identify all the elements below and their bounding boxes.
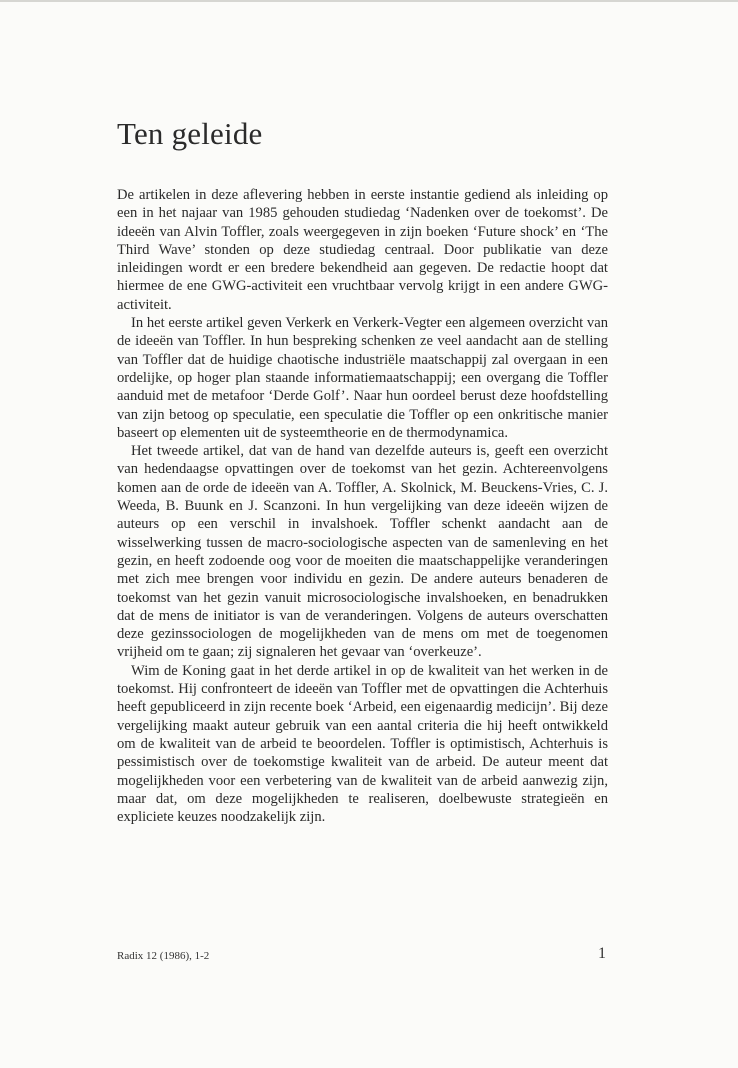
page-number: 1: [598, 945, 606, 962]
footer-source: Radix 12 (1986), 1-2: [117, 950, 210, 962]
paragraph-first-article: In het eerste artikel geven Verkerk en Verkerk-Vegter een algemeen overzicht van de ideeën van Toffler. In hun bespreking schenken ze veel aandacht aan de stelling van Toffler dat de huidige chaotische industriële maatschappij zal overgaan in een ordelijke, op hoger plan staande informatiemaatschappij; een overgang die Toffler aanduid met de metafoor ‘Derde Golf’. Naar hun oordeel berust deze hoofdstelling van zijn betoog op speculatie, een speculatie die Toffler op een onkritische manier baseert op elementen uit de systeemtheorie en de thermodynamica.: [117, 315, 608, 441]
top-edge-rule: [0, 0, 738, 2]
paragraph-intro: De artikelen in deze aflevering hebben in eerste instantie gediend als inleiding op een in het najaar van 1985 gehouden studiedag ‘Nadenken over de toekomst’. De ideeën van Alvin Toffler, zoals weergegeven in zijn boeken ‘Future shock’ en ‘The Third Wave’ stonden op deze studiedag centraal. Door publikatie van deze inleidingen wordt er een bredere bekendheid aan gegeven. De redactie hoopt dat hiermee de ene GWG-activiteit een vruchtbaar vervolg krijgt in een andere GWG-activiteit.: [117, 187, 608, 313]
page-title: Ten geleide: [117, 116, 263, 151]
paragraph-second-article: Het tweede artikel, dat van de hand van dezelfde auteurs is, geeft een overzicht van hedendaagse opvattingen over de toekomst van het gezin. Achtereenvolgens komen aan de orde de ideeën van A. Toffler, A. Skolnick, M. Beuckens-Vries, C. J. Weeda, B. Buunk en J. Scanzoni. In hun vergelijking van deze ideeën wijzen de auteurs op een verschil in invalshoek. Toffler schenkt aandacht aan de wisselwerking tussen de macro-sociologische aspecten van de samenleving en het gezin, en heeft zodoende oog voor de moeiten die maatschappelijke veranderingen met zich mee brengen voor individu en gezin. De andere auteurs benaderen de toekomst van het gezin vanuit microsociologische invalshoeken, en benadrukken dat de mens de initiator is van de veranderingen. Volgens de auteurs overschatten deze gezinssociologen de mogelijkheden van de mens om met de toegenomen vrijheid om te gaan; zij signaleren het gevaar van ‘overkeuze’.: [117, 443, 608, 661]
body-text: [117, 186, 608, 826]
paragraph-third-article: Wim de Koning gaat in het derde artikel in op de kwaliteit van het werken in de toekomst. Hij confronteert de ideeën van Toffler met de opvattingen die Achterhuis heeft gepubliceerd in zijn recente boek ‘Arbeid, een eigenaardig medicijn’. Bij deze vergelijking maakt auteur gebruik van een aantal criteria die hij heeft ontwikkeld om de kwaliteit van de arbeid te beoordelen. Toffler is optimistisch, Achterhuis is pessimistisch over de toekomstige kwaliteit van de arbeid. De auteur meent dat mogelijkheden voor een verbetering van de kwaliteit van de arbeid aanwezig zijn, maar dat, om deze mogelijkheden te realiseren, doelbewuste strategieën en expliciete keuzes noodzakelijk zijn.: [117, 662, 608, 826]
